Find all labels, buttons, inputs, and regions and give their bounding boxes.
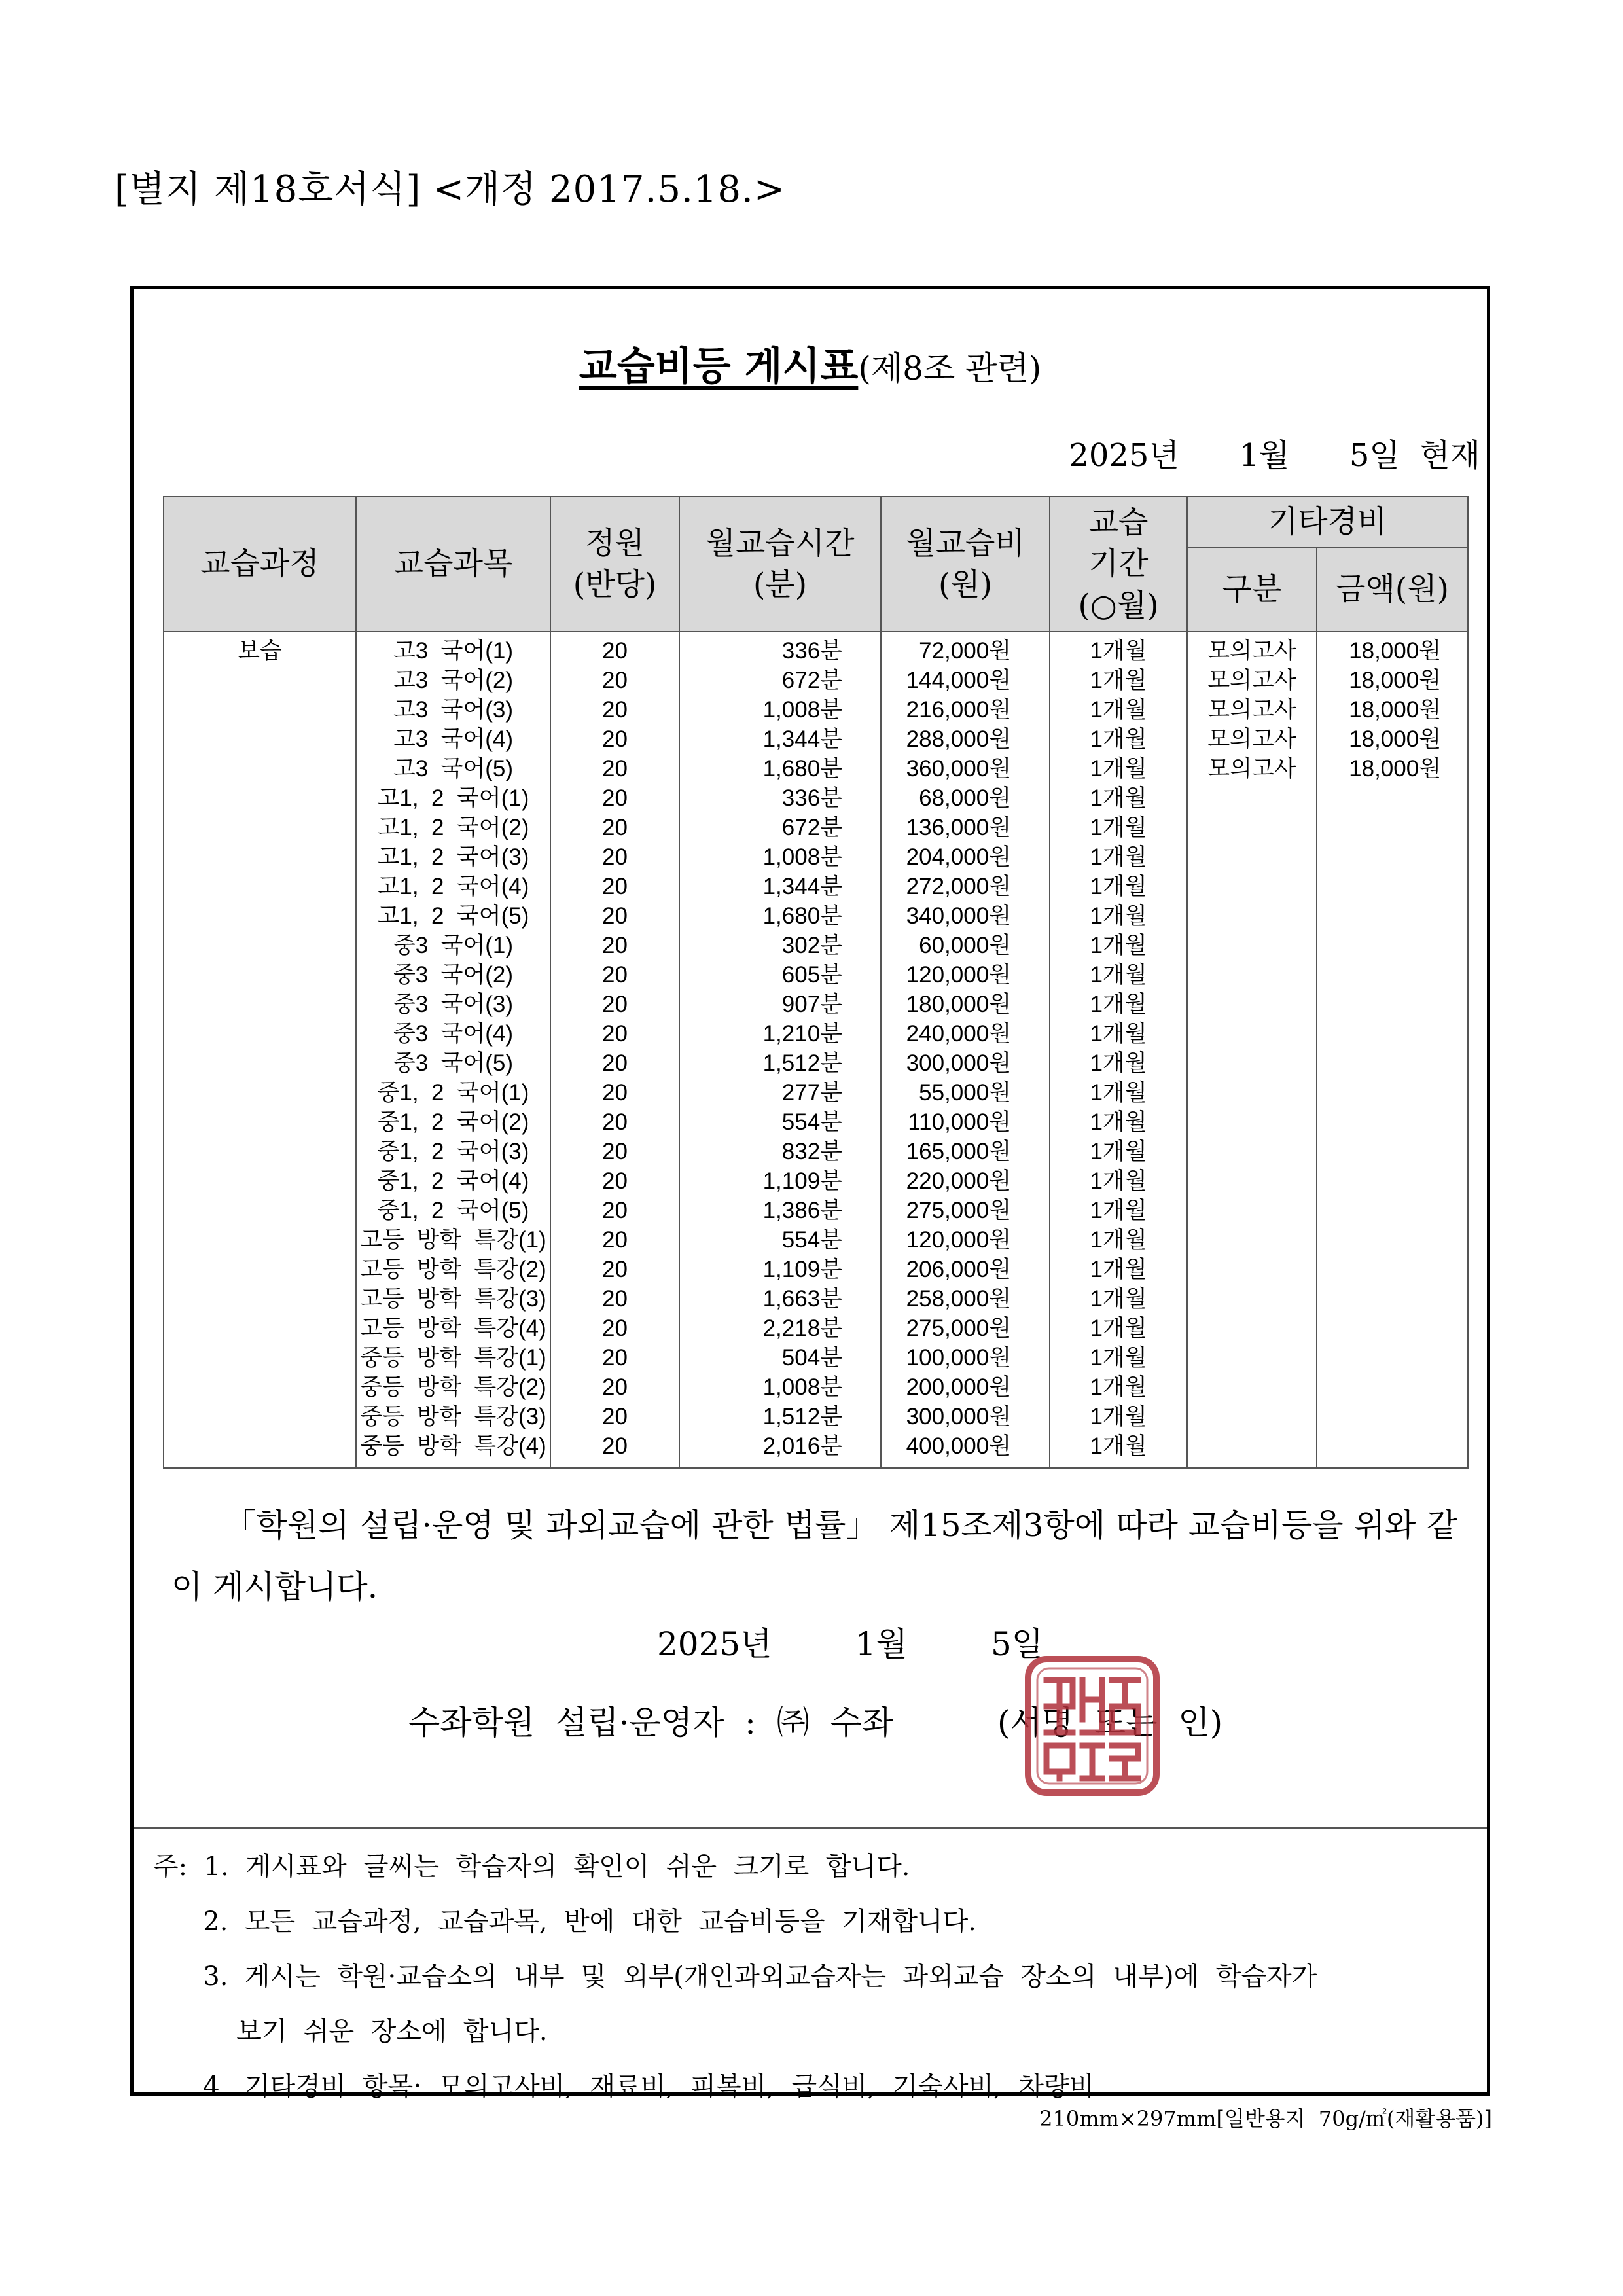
note-line: 주: 1. 게시표와 글씨는 학습자의 확인이 쉬운 크기로 합니다. bbox=[153, 1852, 910, 1882]
cell-other-amount bbox=[1317, 813, 1467, 842]
cell-other-amount bbox=[1317, 1137, 1467, 1166]
cell-minutes: 554분 bbox=[781, 1227, 842, 1253]
cell-other-amount bbox=[1317, 783, 1467, 813]
cell-other-amount bbox=[1317, 1343, 1467, 1372]
cell-minutes: 1,512분 bbox=[762, 1404, 842, 1429]
cell-subject: 고3 국어(5) bbox=[393, 756, 514, 781]
cell-other-type bbox=[1188, 813, 1316, 842]
header-course: 교습과정 bbox=[164, 497, 356, 632]
cell-fee: 275,000원 bbox=[906, 1198, 1011, 1223]
cell-course bbox=[164, 901, 355, 931]
cell-minutes: 1,210분 bbox=[762, 1021, 842, 1047]
cell-course bbox=[164, 1402, 355, 1431]
signature-date: 2025년 1월 5일 bbox=[657, 1625, 1044, 1663]
cell-other-type bbox=[1188, 901, 1316, 931]
column-period bbox=[1050, 632, 1187, 1468]
cell-other-amount: 18,000원 bbox=[1349, 638, 1442, 664]
cell-period: 1개월 bbox=[1090, 1139, 1147, 1164]
cell-subject: 중1, 2 국어(4) bbox=[377, 1168, 529, 1194]
header-capacity bbox=[550, 497, 679, 632]
column-subject bbox=[356, 632, 550, 1468]
cell-subject: 고3 국어(2) bbox=[393, 668, 514, 693]
header-subject: 교습과목 bbox=[356, 497, 550, 632]
cell-other-amount bbox=[1317, 1431, 1467, 1461]
title-main: 교습비등 게시표 bbox=[579, 344, 859, 389]
cell-course bbox=[164, 872, 355, 901]
cell-capacity: 20 bbox=[602, 697, 628, 723]
cell-other-amount bbox=[1317, 1078, 1467, 1107]
header-monthly-fee-text: 월교습비 (원) bbox=[906, 525, 1025, 603]
cell-minutes: 1,008분 bbox=[762, 844, 842, 870]
paper-spec: 210mm×297mm[일반용지 70g/㎡(재활용품)] bbox=[1039, 2106, 1492, 2131]
cell-period: 1개월 bbox=[1090, 1316, 1147, 1341]
header-monthly-hours-text: 월교습시간 (분) bbox=[705, 525, 855, 603]
cell-course bbox=[164, 1225, 355, 1255]
cell-course bbox=[164, 1314, 355, 1343]
cell-other-amount bbox=[1317, 1107, 1467, 1137]
cell-other-amount bbox=[1317, 960, 1467, 990]
column-minutes bbox=[679, 632, 881, 1468]
cell-other-amount bbox=[1317, 1314, 1467, 1343]
notes-section bbox=[153, 1839, 1317, 2114]
cell-fee: 55,000원 bbox=[919, 1080, 1011, 1105]
cell-minutes: 1,008분 bbox=[762, 697, 842, 723]
cell-course bbox=[164, 1284, 355, 1314]
cell-capacity: 20 bbox=[602, 726, 628, 752]
cell-course bbox=[164, 695, 355, 725]
cell-period: 1개월 bbox=[1090, 1345, 1147, 1371]
cell-course bbox=[164, 1343, 355, 1372]
cell-course bbox=[164, 1431, 355, 1461]
document-frame bbox=[130, 286, 1490, 2102]
cell-subject: 중3 국어(1) bbox=[393, 933, 514, 958]
cell-course bbox=[164, 1137, 355, 1166]
cell-course bbox=[164, 1255, 355, 1284]
cell-other-amount bbox=[1317, 842, 1467, 872]
official-seal-stamp bbox=[1020, 1654, 1164, 1798]
cell-course bbox=[164, 1078, 355, 1107]
cell-capacity: 20 bbox=[602, 1257, 628, 1282]
cell-subject: 고1, 2 국어(5) bbox=[377, 903, 529, 929]
cell-subject: 고등 방학 특강(2) bbox=[360, 1257, 546, 1282]
cell-fee: 72,000원 bbox=[919, 638, 1011, 664]
cell-other-type bbox=[1188, 1255, 1316, 1284]
cell-period: 1개월 bbox=[1090, 785, 1147, 811]
header-other-costs: 기타경비 bbox=[1187, 497, 1468, 548]
cell-other-type bbox=[1188, 1049, 1316, 1078]
cell-capacity: 20 bbox=[602, 756, 628, 781]
cell-other-type bbox=[1188, 1019, 1316, 1049]
cell-other-type bbox=[1188, 1166, 1316, 1196]
cell-other-type: 모의고사 bbox=[1207, 668, 1296, 693]
cell-other-type: 모의고사 bbox=[1207, 756, 1296, 781]
cell-capacity: 20 bbox=[602, 1404, 628, 1429]
cell-other-amount: 18,000원 bbox=[1349, 726, 1442, 752]
cell-period: 1개월 bbox=[1090, 1227, 1147, 1253]
column-course bbox=[164, 632, 356, 1468]
cell-minutes: 302분 bbox=[781, 933, 842, 958]
cell-subject: 중등 방학 특강(4) bbox=[360, 1433, 546, 1459]
cell-fee: 300,000원 bbox=[906, 1404, 1011, 1429]
cell-capacity: 20 bbox=[602, 668, 628, 693]
cell-fee: 68,000원 bbox=[919, 785, 1011, 811]
column-other-amount bbox=[1317, 632, 1468, 1468]
cell-period: 1개월 bbox=[1090, 844, 1147, 870]
cell-minutes: 907분 bbox=[781, 992, 842, 1017]
cell-minutes: 672분 bbox=[781, 815, 842, 840]
cell-capacity: 20 bbox=[602, 785, 628, 811]
cell-subject: 중3 국어(4) bbox=[393, 1021, 514, 1047]
cell-period: 1개월 bbox=[1090, 1109, 1147, 1135]
cell-course bbox=[164, 842, 355, 872]
cell-fee: 275,000원 bbox=[906, 1316, 1011, 1341]
cell-course bbox=[164, 1196, 355, 1225]
cell-other-type bbox=[1188, 1107, 1316, 1137]
signer-line: 수좌학원 설립·운영자 : ㈜ 수좌 bbox=[408, 1704, 894, 1742]
cell-other-type bbox=[1188, 1372, 1316, 1402]
cell-fee: 136,000원 bbox=[906, 815, 1011, 840]
cell-fee: 272,000원 bbox=[906, 874, 1011, 899]
cell-other-type: 모의고사 bbox=[1207, 638, 1296, 664]
cell-period: 1개월 bbox=[1090, 756, 1147, 781]
cell-capacity: 20 bbox=[602, 1198, 628, 1223]
cell-other-amount bbox=[1317, 1225, 1467, 1255]
cell-capacity: 20 bbox=[602, 874, 628, 899]
cell-course bbox=[164, 754, 355, 783]
cell-period: 1개월 bbox=[1090, 1198, 1147, 1223]
cell-subject: 고등 방학 특강(1) bbox=[360, 1227, 546, 1253]
cell-other-type bbox=[1188, 1225, 1316, 1255]
cell-minutes: 1,386분 bbox=[762, 1198, 842, 1223]
cell-minutes: 1,109분 bbox=[762, 1257, 842, 1282]
column-fee bbox=[881, 632, 1050, 1468]
cell-subject: 중1, 2 국어(2) bbox=[377, 1109, 529, 1135]
cell-other-amount bbox=[1317, 872, 1467, 901]
cell-capacity: 20 bbox=[602, 1316, 628, 1341]
cell-minutes: 1,344분 bbox=[762, 874, 842, 899]
cell-fee: 120,000원 bbox=[906, 1227, 1011, 1253]
cell-minutes: 672분 bbox=[781, 668, 842, 693]
cell-other-amount bbox=[1317, 931, 1467, 960]
cell-period: 1개월 bbox=[1090, 874, 1147, 899]
note-line: 3. 게시는 학원·교습소의 내부 및 외부(개인과외교습자는 과외교습 장소의 내부)에 학습자가 bbox=[153, 1962, 1317, 1992]
cell-other-type bbox=[1188, 872, 1316, 901]
cell-other-amount bbox=[1317, 901, 1467, 931]
cell-other-amount bbox=[1317, 1372, 1467, 1402]
cell-fee: 216,000원 bbox=[906, 697, 1011, 723]
cell-capacity: 20 bbox=[602, 1139, 628, 1164]
cell-fee: 180,000원 bbox=[906, 992, 1011, 1017]
cell-capacity: 20 bbox=[602, 844, 628, 870]
cell-capacity: 20 bbox=[602, 1286, 628, 1312]
cell-fee: 110,000원 bbox=[908, 1109, 1011, 1135]
cell-minutes: 1,344분 bbox=[762, 726, 842, 752]
cell-subject: 중1, 2 국어(1) bbox=[377, 1080, 529, 1105]
cell-subject: 고3 국어(1) bbox=[393, 638, 514, 664]
cell-fee: 400,000원 bbox=[906, 1433, 1011, 1459]
cell-capacity: 20 bbox=[602, 638, 628, 664]
cell-subject: 고3 국어(3) bbox=[393, 697, 514, 723]
cell-capacity: 20 bbox=[602, 992, 628, 1017]
cell-subject: 중3 국어(5) bbox=[393, 1050, 514, 1076]
header-other-type: 구분 bbox=[1187, 548, 1317, 632]
title-sub: (제8조 관련) bbox=[858, 350, 1042, 387]
header-monthly-hours bbox=[679, 497, 881, 632]
cell-fee: 340,000원 bbox=[906, 903, 1011, 929]
cell-course bbox=[164, 1019, 355, 1049]
cell-subject: 중등 방학 특강(1) bbox=[360, 1345, 546, 1371]
cell-capacity: 20 bbox=[602, 1433, 628, 1459]
cell-other-amount bbox=[1317, 1166, 1467, 1196]
cell-minutes: 2,218분 bbox=[762, 1316, 842, 1341]
cell-other-type bbox=[1188, 1284, 1316, 1314]
cell-capacity: 20 bbox=[602, 1021, 628, 1047]
cell-period: 1개월 bbox=[1090, 668, 1147, 693]
posting-statement: 「학원의 설립·운영 및 과외교습에 관한 법률」 제15조제3항에 따라 교습비등을 위와 같이 게시합니다. bbox=[171, 1507, 1457, 1605]
header-monthly-fee bbox=[881, 497, 1050, 632]
cell-fee: 144,000원 bbox=[906, 668, 1011, 693]
cell-minutes: 832분 bbox=[781, 1139, 842, 1164]
cell-other-amount bbox=[1317, 1196, 1467, 1225]
cell-capacity: 20 bbox=[602, 1080, 628, 1105]
cell-period: 1개월 bbox=[1090, 726, 1147, 752]
cell-fee: 60,000원 bbox=[919, 933, 1011, 958]
cell-period: 1개월 bbox=[1090, 1080, 1147, 1105]
cell-course bbox=[164, 783, 355, 813]
cell-course bbox=[164, 725, 355, 754]
cell-minutes: 1,680분 bbox=[762, 756, 842, 781]
cell-period: 1개월 bbox=[1090, 962, 1147, 988]
cell-minutes: 605분 bbox=[781, 962, 842, 988]
cell-capacity: 20 bbox=[602, 1050, 628, 1076]
cell-other-type: 모의고사 bbox=[1207, 726, 1296, 752]
cell-other-amount bbox=[1317, 1255, 1467, 1284]
cell-fee: 204,000원 bbox=[906, 844, 1011, 870]
cell-course bbox=[164, 1166, 355, 1196]
cell-subject: 고1, 2 국어(3) bbox=[377, 844, 529, 870]
cell-period: 1개월 bbox=[1090, 1374, 1147, 1400]
cell-course bbox=[164, 931, 355, 960]
cell-period: 1개월 bbox=[1090, 1404, 1147, 1429]
cell-course bbox=[164, 1049, 355, 1078]
cell-capacity: 20 bbox=[602, 1227, 628, 1253]
cell-subject: 중3 국어(3) bbox=[393, 992, 514, 1017]
cell-other-type bbox=[1188, 931, 1316, 960]
cell-other-type bbox=[1188, 960, 1316, 990]
header-period-text: 교습 기간 (○월) bbox=[1078, 504, 1159, 624]
note-line: 2. 모든 교습과정, 교습과목, 반에 대한 교습비등을 기재합니다. bbox=[153, 1907, 976, 1937]
cell-course bbox=[164, 990, 355, 1019]
cell-course bbox=[164, 960, 355, 990]
cell-period: 1개월 bbox=[1090, 815, 1147, 840]
signature-label: (서명 또는 인) bbox=[997, 1704, 1223, 1742]
cell-fee: 206,000원 bbox=[906, 1257, 1011, 1282]
cell-fee: 300,000원 bbox=[906, 1050, 1011, 1076]
cell-period: 1개월 bbox=[1090, 1433, 1147, 1459]
cell-course bbox=[164, 666, 355, 695]
cell-period: 1개월 bbox=[1090, 1286, 1147, 1312]
column-capacity bbox=[550, 632, 679, 1468]
cell-other-amount bbox=[1317, 1019, 1467, 1049]
cell-minutes: 504분 bbox=[781, 1345, 842, 1371]
cell-period: 1개월 bbox=[1090, 933, 1147, 958]
cell-other-type bbox=[1188, 1314, 1316, 1343]
cell-fee: 288,000원 bbox=[906, 726, 1011, 752]
cell-subject: 고1, 2 국어(1) bbox=[377, 785, 529, 811]
cell-subject: 중등 방학 특강(2) bbox=[360, 1374, 546, 1400]
cell-subject: 중1, 2 국어(3) bbox=[377, 1139, 529, 1164]
cell-capacity: 20 bbox=[602, 1168, 628, 1194]
cell-capacity: 20 bbox=[602, 1109, 628, 1135]
header-other-amount: 금액(원) bbox=[1317, 548, 1468, 632]
cell-other-amount: 18,000원 bbox=[1349, 756, 1442, 781]
cell-minutes: 1,109분 bbox=[762, 1168, 842, 1194]
document-title bbox=[134, 335, 1487, 391]
cell-fee: 100,000원 bbox=[906, 1345, 1011, 1371]
cell-minutes: 554분 bbox=[781, 1109, 842, 1135]
note-line: 보기 쉬운 장소에 합니다. bbox=[153, 2017, 548, 2047]
cell-minutes: 1,680분 bbox=[762, 903, 842, 929]
cell-fee: 165,000원 bbox=[906, 1139, 1011, 1164]
cell-period: 1개월 bbox=[1090, 903, 1147, 929]
cell-other-type bbox=[1188, 1196, 1316, 1225]
cell-course bbox=[164, 1107, 355, 1137]
cell-minutes: 336분 bbox=[781, 785, 842, 811]
cell-other-amount: 18,000원 bbox=[1349, 697, 1442, 723]
cell-minutes: 2,016분 bbox=[762, 1433, 842, 1459]
cell-subject: 고등 방학 특강(3) bbox=[360, 1286, 546, 1312]
header-capacity-text: 정원 (반당) bbox=[573, 525, 657, 603]
cell-course bbox=[164, 813, 355, 842]
cell-other-type bbox=[1188, 842, 1316, 872]
cell-minutes: 1,008분 bbox=[762, 1374, 842, 1400]
cell-subject: 중3 국어(2) bbox=[393, 962, 514, 988]
header-period bbox=[1050, 497, 1187, 632]
cell-fee: 220,000원 bbox=[906, 1168, 1011, 1194]
cell-period: 1개월 bbox=[1090, 1050, 1147, 1076]
cell-other-type bbox=[1188, 1137, 1316, 1166]
cell-other-type bbox=[1188, 1078, 1316, 1107]
form-reference: [별지 제18호서식] <개정 2017.5.18.> bbox=[115, 168, 785, 211]
cell-other-type bbox=[1188, 1431, 1316, 1461]
cell-fee: 360,000원 bbox=[906, 756, 1011, 781]
cell-fee: 200,000원 bbox=[906, 1374, 1011, 1400]
cell-course: 보습 bbox=[238, 638, 282, 664]
cell-period: 1개월 bbox=[1090, 1021, 1147, 1047]
cell-capacity: 20 bbox=[602, 933, 628, 958]
cell-period: 1개월 bbox=[1090, 992, 1147, 1017]
cell-subject: 중1, 2 국어(5) bbox=[377, 1198, 529, 1223]
cell-other-type bbox=[1188, 1402, 1316, 1431]
fee-table bbox=[163, 496, 1469, 1469]
cell-subject: 중등 방학 특강(3) bbox=[360, 1404, 546, 1429]
note-line: 4. 기타경비 항목: 모의고사비, 재료비, 피복비, 급식비, 기숙사비, 차량비 bbox=[153, 2072, 1095, 2102]
cell-other-amount bbox=[1317, 1402, 1467, 1431]
cell-capacity: 20 bbox=[602, 1374, 628, 1400]
cell-other-amount: 18,000원 bbox=[1349, 668, 1442, 693]
cell-minutes: 1,663분 bbox=[762, 1286, 842, 1312]
cell-fee: 240,000원 bbox=[906, 1021, 1011, 1047]
cell-other-type bbox=[1188, 783, 1316, 813]
cell-minutes: 336분 bbox=[781, 638, 842, 664]
cell-other-type: 모의고사 bbox=[1207, 697, 1296, 723]
cell-capacity: 20 bbox=[602, 815, 628, 840]
cell-minutes: 277분 bbox=[781, 1080, 842, 1105]
cell-fee: 120,000원 bbox=[906, 962, 1011, 988]
cell-subject: 고등 방학 특강(4) bbox=[360, 1316, 546, 1341]
cell-capacity: 20 bbox=[602, 1345, 628, 1371]
cell-subject: 고3 국어(4) bbox=[393, 726, 514, 752]
cell-capacity: 20 bbox=[602, 962, 628, 988]
cell-other-amount bbox=[1317, 1284, 1467, 1314]
cell-other-amount bbox=[1317, 1049, 1467, 1078]
as-of-date: 2025년 1월 5일 현재 bbox=[1069, 437, 1480, 474]
cell-course bbox=[164, 1372, 355, 1402]
cell-subject: 고1, 2 국어(2) bbox=[377, 815, 529, 840]
cell-fee: 258,000원 bbox=[906, 1286, 1011, 1312]
cell-subject: 고1, 2 국어(4) bbox=[377, 874, 529, 899]
cell-minutes: 1,512분 bbox=[762, 1050, 842, 1076]
cell-other-type bbox=[1188, 1343, 1316, 1372]
cell-capacity: 20 bbox=[602, 903, 628, 929]
cell-other-amount bbox=[1317, 990, 1467, 1019]
cell-period: 1개월 bbox=[1090, 697, 1147, 723]
notes-divider bbox=[134, 1827, 1487, 1829]
cell-other-type bbox=[1188, 990, 1316, 1019]
cell-period: 1개월 bbox=[1090, 1168, 1147, 1194]
cell-period: 1개월 bbox=[1090, 638, 1147, 664]
column-other-type bbox=[1187, 632, 1317, 1468]
cell-period: 1개월 bbox=[1090, 1257, 1147, 1282]
